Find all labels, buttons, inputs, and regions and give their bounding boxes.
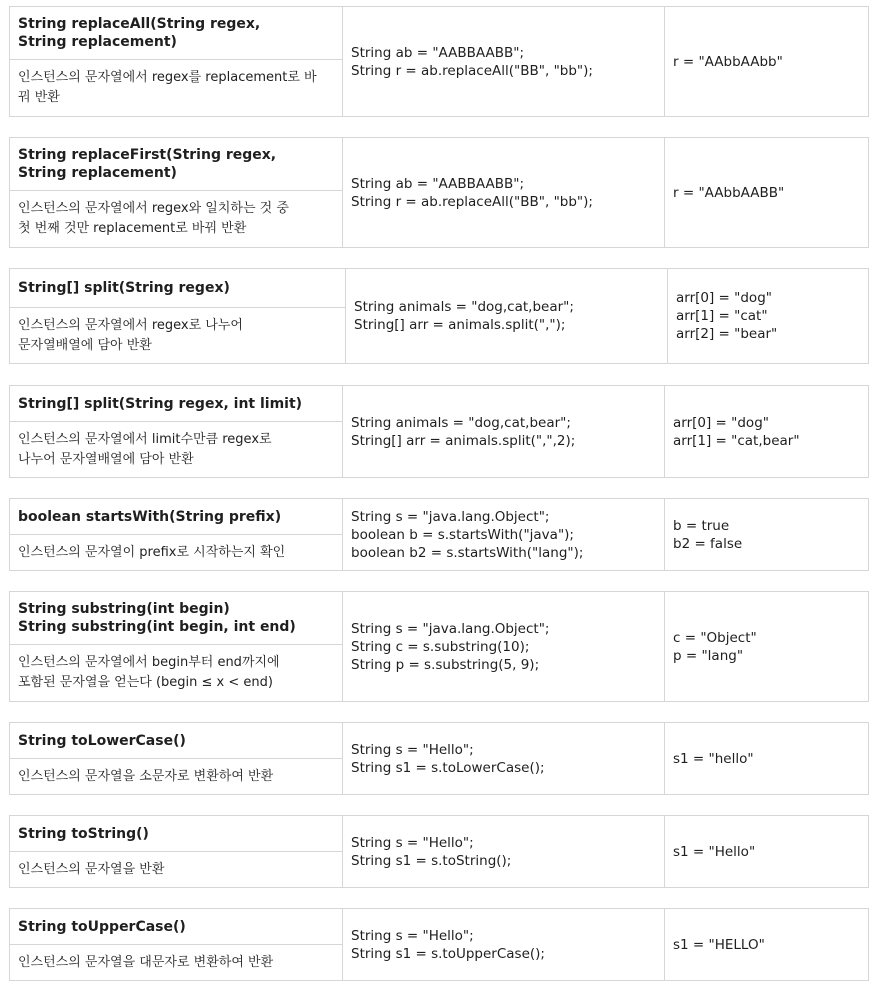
method-description: 인스턴스의 문자열에서 regex와 일치하는 것 중 첫 번째 것만 replacement로 바꿔 반환 — [18, 201, 289, 236]
method-info-cell — [10, 386, 343, 477]
example-result: s1 = "hello" — [673, 750, 754, 767]
example-code: String s = "java.lang.Object"; boolean b = s.startsWith("java"); boolean b2 = s.startsWith("lang"); — [343, 499, 665, 570]
method-row-substring — [9, 591, 869, 702]
method-info-cell — [10, 816, 343, 887]
method-signature: String toString() — [10, 816, 342, 852]
example-code: String s = "java.lang.Object"; String c = s.substring(10); String p = s.substring(5, 9); — [343, 592, 665, 701]
method-signature: String toUpperCase() — [10, 909, 342, 945]
method-info-cell — [10, 592, 343, 701]
method-info-cell — [10, 499, 343, 570]
method-signature: String[] split(String regex) — [10, 269, 345, 308]
method-row-tostring — [9, 815, 869, 888]
method-info-cell — [10, 7, 343, 116]
method-info-cell — [10, 138, 343, 247]
method-row-replaceall — [9, 6, 869, 117]
example-code: String s = "Hello"; String s1 = s.toString(); — [343, 816, 665, 887]
method-row-replacefirst — [9, 137, 869, 248]
example-result: arr[0] = "dog" arr[1] = "cat" arr[2] = "bear" — [676, 290, 778, 342]
method-description: 인스턴스의 문자열을 반환 — [18, 861, 165, 877]
method-row-startswith — [9, 498, 869, 571]
method-signature: String replaceFirst(String regex, String replacement) — [10, 138, 342, 191]
example-code: String s = "Hello"; String s1 = s.toUpperCase(); — [343, 909, 665, 980]
example-result: r = "AAbbAABB" — [673, 184, 785, 201]
method-description: 인스턴스의 문자열에서 limit수만큼 regex로 나누어 문자열배열에 담아 반환 — [18, 431, 272, 467]
method-signature: String[] split(String regex, int limit) — [10, 386, 342, 422]
method-description: 인스턴스의 문자열이 prefix로 시작하는지 확인 — [18, 544, 286, 560]
method-description: 인스턴스의 문자열에서 regex를 replacement로 바 꿔 반환 — [18, 70, 317, 105]
example-result: s1 = "HELLO" — [673, 936, 765, 953]
example-result: c = "Object" p = "lang" — [673, 629, 757, 664]
method-description: 인스턴스의 문자열을 소문자로 변환하여 반환 — [18, 768, 274, 784]
method-row-split-limit — [9, 385, 869, 478]
method-row-touppercase — [9, 908, 869, 981]
method-signature: String replaceAll(String regex, String replacement) — [10, 7, 342, 60]
example-code: String animals = "dog,cat,bear"; String[] arr = animals.split(",",2); — [343, 386, 665, 477]
method-info-cell — [10, 723, 343, 794]
example-code: String ab = "AABBAABB"; String r = ab.replaceAll("BB", "bb"); — [343, 7, 665, 116]
method-signature: String substring(int begin) String substring(int begin, int end) — [10, 592, 342, 645]
example-code: String s = "Hello"; String s1 = s.toLowerCase(); — [343, 723, 665, 794]
method-row-split — [9, 268, 869, 364]
example-result: r = "AAbbAAbb" — [673, 53, 783, 70]
method-description: 인스턴스의 문자열에서 begin부터 end까지에 포함된 문자열을 얻는다 (begin ≤ x < end) — [18, 655, 280, 690]
example-result: b = true b2 = false — [673, 517, 743, 552]
example-code: String animals = "dog,cat,bear"; String[] arr = animals.split(","); — [346, 269, 668, 363]
method-description: 인스턴스의 문자열에서 regex로 나누어 문자열배열에 담아 반환 — [18, 317, 243, 353]
example-code: String ab = "AABBAABB"; String r = ab.replaceAll("BB", "bb"); — [343, 138, 665, 247]
method-info-cell — [10, 909, 343, 980]
example-result: s1 = "Hello" — [673, 843, 756, 860]
method-info-cell — [10, 269, 346, 363]
method-row-tolowercase — [9, 722, 869, 795]
method-description: 인스턴스의 문자열을 대문자로 변환하여 반환 — [18, 954, 274, 970]
method-signature: boolean startsWith(String prefix) — [10, 499, 342, 535]
example-result: arr[0] = "dog" arr[1] = "cat,bear" — [673, 414, 800, 449]
method-signature: String toLowerCase() — [10, 723, 342, 759]
